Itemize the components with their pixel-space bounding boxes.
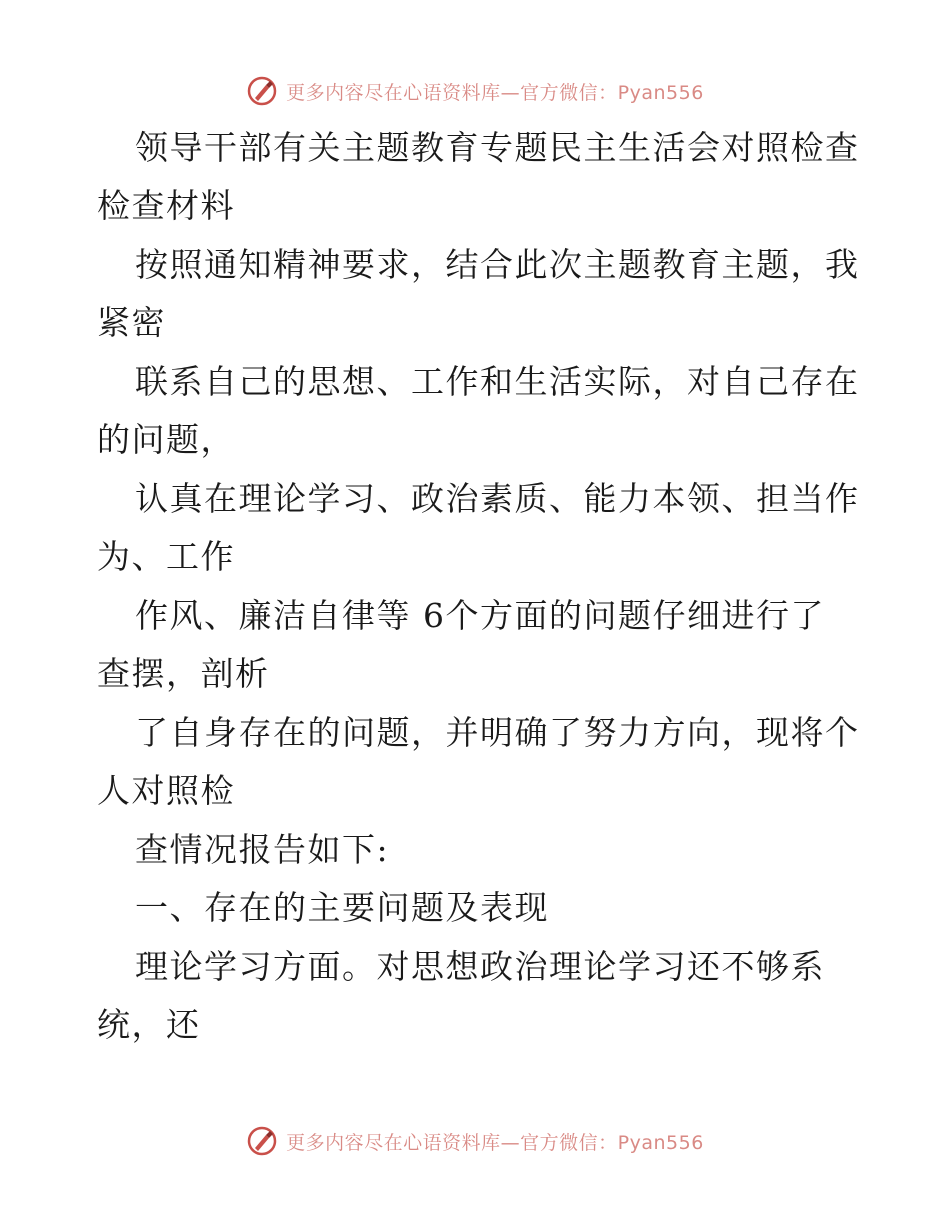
body-line: 认真在理论学习、政治素质、能力本领、担当作 xyxy=(135,479,860,518)
body-line: 查情况报告如下: xyxy=(135,830,390,869)
body-line: 按照通知精神要求，结合此次主题教育主题，我 xyxy=(135,245,860,284)
body-line: 为、工作 xyxy=(97,537,235,576)
body-line: 人对照检 xyxy=(97,771,235,810)
body-line: 领导干部有关主题教育专题民主生活会对照检查 xyxy=(135,128,860,167)
body-line: 理论学习方面。对思想政治理论学习还不够系 xyxy=(135,947,825,986)
body-line: 查摆，剖析 xyxy=(97,654,270,693)
body-line: 联系自己的思想、工作和生活实际，对自己存在 xyxy=(135,362,860,401)
body-line: 了自身存在的问题，并明确了努力方向，现将个 xyxy=(135,713,860,752)
body-line: 检查材料 xyxy=(97,186,235,225)
watermark-text: 更多内容尽在心语资料库—官方微信：Pyan556 xyxy=(286,81,704,104)
footer-watermark xyxy=(0,1121,950,1161)
body-line: 作风、廉洁自律等 6个方面的问题仔细进行了 xyxy=(135,596,825,635)
body-line: 统，还 xyxy=(97,1005,201,1044)
pen-logo-icon xyxy=(246,75,278,107)
body-line: 紧密 xyxy=(97,303,166,342)
section-heading: 一、存在的主要问题及表现 xyxy=(135,888,549,927)
header-watermark xyxy=(0,71,950,111)
pen-logo-icon xyxy=(246,1125,278,1157)
watermark-text: 更多内容尽在心语资料库—官方微信：Pyan556 xyxy=(286,1131,704,1154)
body-line: 的问题， xyxy=(97,420,235,459)
